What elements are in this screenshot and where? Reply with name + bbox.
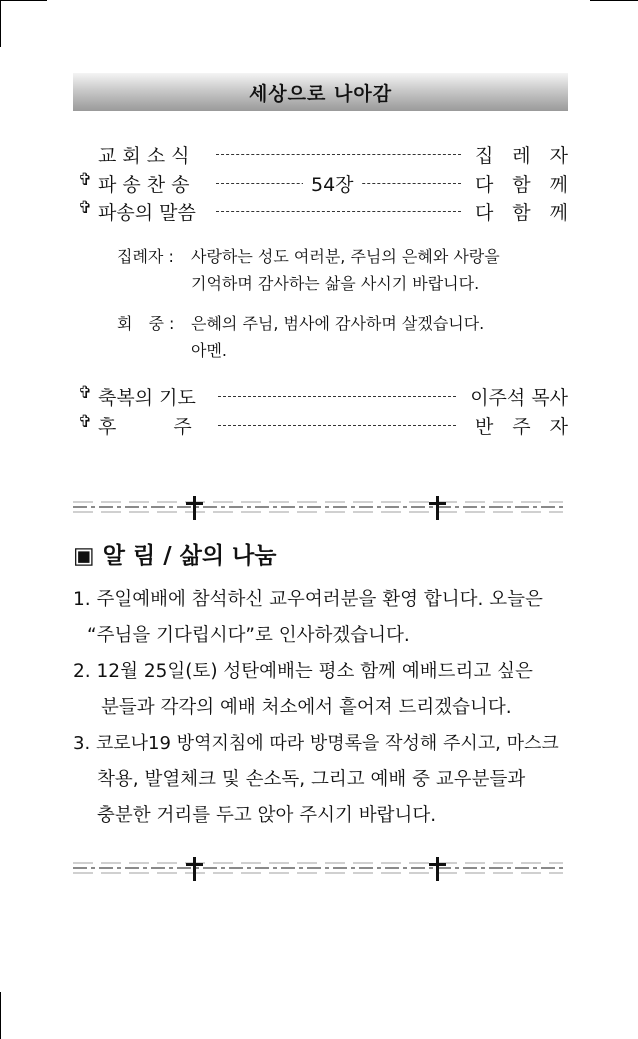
liturgy-label: 후 주 [98, 416, 192, 438]
liturgy-label: 파 송 찬 송 [98, 174, 190, 196]
liturgy-leader: 반 주 자 [474, 416, 568, 438]
crop-mark-top-right [590, 0, 638, 1]
announcements-title: ▣ 알 림 / 삶의 나눔 [73, 543, 277, 569]
liturgy-leader: 다 함 께 [474, 174, 568, 196]
liturgy-row [78, 198, 568, 224]
liturgy-label: 교 회 소 식 [98, 145, 190, 167]
announcement-item [73, 582, 568, 654]
cross-icon: ✞ [78, 170, 93, 190]
responsive-reading-congregation [117, 310, 557, 364]
leader-dots [216, 211, 461, 212]
liturgy-row [78, 412, 568, 438]
cross-chain-divider [73, 494, 563, 520]
leader-dots [218, 396, 456, 397]
crop-mark-top-left-h [0, 0, 47, 1]
leader-dots [218, 425, 456, 426]
section-banner [73, 73, 568, 111]
crop-mark-bottom-left [0, 992, 1, 1039]
announcement-line: “주님을 기다립시다”로 인사하겠습니다. [87, 625, 410, 646]
announcement-item [73, 654, 568, 726]
reading-line: 사랑하는 성도 여러분, 주님의 은혜와 사랑을 [191, 247, 500, 266]
reading-line: 아멘. [191, 341, 227, 360]
speaker-label: 집례자 : [117, 247, 174, 266]
announcement-line: 3. 코로나19 방역지침에 따라 방명록을 작성해 주시고, 마스크 [73, 733, 559, 754]
responsive-reading-leader [117, 243, 557, 297]
reading-line: 은혜의 주님, 범사에 감사하며 살겠습니다. [191, 314, 485, 333]
chain-pattern [73, 863, 563, 873]
liturgy-label: 파송의 말씀 [98, 202, 196, 224]
announcement-line: 충분한 거리를 두고 앉아 주시기 바랍니다. [97, 805, 437, 826]
cross-icon: ✞ [78, 383, 93, 403]
cross-icon: ✞ [78, 412, 93, 432]
announcement-line: 1. 주일예배에 참석하신 교우여러분을 환영 합니다. 오늘은 [73, 589, 543, 610]
announcement-line: 착용, 발열체크 및 손소독, 그리고 예배 중 교우분들과 [97, 769, 526, 790]
liturgy-label: 축복의 기도 [98, 387, 196, 409]
banner-title: 세상으로 나아감 [248, 82, 393, 105]
announcement-line: 2. 12월 25일(토) 성탄예배는 평소 함께 예배드리고 싶은 [73, 661, 533, 682]
liturgy-row [78, 141, 568, 167]
liturgy-row [78, 383, 568, 409]
chain-pattern [73, 502, 563, 512]
cross-icon: ✞ [78, 198, 93, 218]
speaker-label: 회 중 : [117, 314, 175, 333]
liturgy-leader: 집 레 자 [474, 145, 568, 167]
announcement-item [73, 726, 568, 834]
reading-line: 기억하며 감사하는 삶을 사시기 바랍니다. [191, 274, 480, 293]
announcement-line: 분들과 각각의 예배 처소에서 흩어져 드리겠습니다. [101, 697, 512, 718]
hymn-number: 54장 [303, 170, 362, 197]
crop-mark-top-left [0, 0, 1, 47]
liturgy-leader: 다 함 께 [474, 202, 568, 224]
leader-dots [216, 154, 461, 155]
cross-chain-divider [73, 855, 563, 881]
liturgy-leader: 이주석 목사 [470, 387, 568, 409]
liturgy-row [78, 170, 568, 196]
